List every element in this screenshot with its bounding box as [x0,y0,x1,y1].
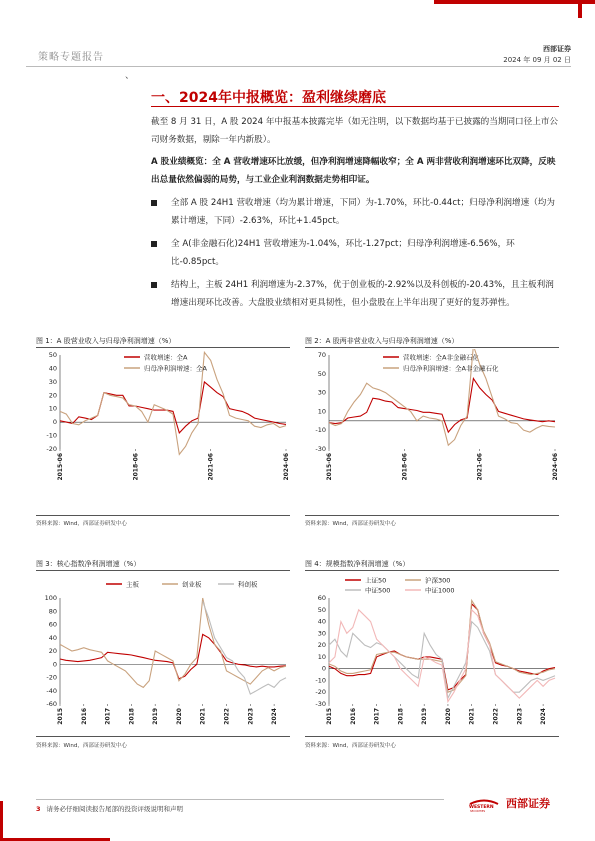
bullet-text: 结构上，主板 24H1 利润增速为-2.37%，优于创业板的-2.92%以及科创板的-20.43%，且主板利润增速出现环比改善。大盘股业绩相对更具韧性，但小盘股在上半年出现了更好的复苏弹性。 [171,280,554,308]
footer-disclaimer: 请务必仔细阅读报告尾部的投资评级说明和声明 [46,805,184,813]
x-tick-label: 2023 [516,708,524,725]
x-tick-label: 2015 [326,708,333,725]
y-tick-label: -10 [46,431,57,440]
intro-paragraph: 截至 8 月 31 日，A 股 2024 年中报基本披露完毕（如无注明，以下数据均基于已披露的当期同口径上市公司财务数据，剔除一年内新股）。 [151,117,559,145]
logo-text: WESTERN [469,805,494,810]
figure-2-bottom-rule [305,515,559,516]
y-tick-label: 50 [317,369,326,378]
stray-mark: 、 [125,71,135,81]
y-tick-label: 20 [48,647,57,655]
figure-2-rule [305,347,559,348]
footer-divider [36,799,444,800]
y-tick-label: 10 [317,652,326,661]
logo-subtext: SECURITIES [470,810,486,813]
y-tick-label: 10 [317,407,326,416]
x-tick-label: 2024-06 [552,453,559,481]
overview-paragraph: A 股业绩概览：全 A 营收增速环比放缓，但净利润增速降幅收窄；全 A 两非营收利润增速环比双降，反映出总量依然偏弱的局势，与工业企业利润数据走势相印证。 [151,157,556,185]
top-accent-bar-vertical [578,0,582,18]
y-tick-label: 10 [48,404,57,413]
y-tick-label: 50 [317,605,326,614]
x-tick-label: 2016 [349,708,357,725]
x-tick-label: 2017 [373,708,381,725]
x-tick-label: 2021-06 [476,453,484,481]
x-tick-label: 2024-06 [283,453,290,481]
series-line [60,382,286,433]
legend-label: 中证1000 [425,586,455,595]
legend-label: 中证500 [365,586,391,595]
y-tick-label: -30 [315,700,326,708]
x-tick-label: 2018-06 [401,453,409,481]
series-line [60,634,286,678]
x-tick-label: 2018-06 [132,453,140,481]
figure-4-source: 资料来源：Wind，西部证券研发中心 [305,743,396,749]
series-line [60,598,286,687]
x-tick-label: 2021-06 [207,453,215,481]
series-line [329,610,555,702]
legend-label: 归母净利润增速：全A非金融石化 [403,364,499,373]
footer [36,804,183,813]
legend-label: 创业板 [182,580,202,589]
y-tick-label: -10 [315,676,326,685]
logo-arc-icon [470,801,498,805]
bullet-item [151,276,561,312]
y-tick-label: -10 [315,426,326,435]
footer-brand: 西部证券 [506,797,550,810]
bullet-item [151,235,561,271]
figure-1-rule [36,347,290,348]
legend-label: 主板 [126,580,139,589]
x-tick-label: 2017 [104,708,112,725]
x-tick-label: 2018 [397,708,405,725]
bullet-square-icon [151,282,157,288]
x-tick-label: 2023 [247,708,255,725]
y-tick-label: -40 [46,686,57,695]
series-line [329,622,555,699]
header-divider [26,66,571,67]
x-tick-label: 2020 [444,708,452,725]
x-tick-label: 2015 [57,708,64,725]
legend-label: 上证50 [365,576,387,585]
header-brand: 西部证券 [543,45,571,53]
bullet-square-icon [151,241,157,247]
figure-1-chart [36,349,290,514]
figure-2-chart [305,349,559,514]
figure-3-chart [36,572,290,734]
y-tick-label: -30 [315,445,326,453]
y-tick-label: -20 [315,688,326,697]
series-line [329,349,555,445]
figure-1-source: 资料来源：Wind，西部证券研发中心 [36,521,127,527]
legend-label: 营收增速：全A非金融石化 [403,353,479,362]
figure-4-chart [305,572,559,734]
x-tick-label: 2021 [468,708,476,725]
page-number: 3 [36,805,41,813]
legend-label: 归母净利润增速：全A [144,364,207,373]
x-tick-label: 2021 [199,708,207,725]
x-tick-label: 2022 [223,708,231,725]
y-tick-label: -60 [46,700,57,708]
figure-3-rule [36,570,290,571]
y-tick-label: 30 [317,388,326,397]
figure-3-title: 图 3：核心指数净利润增速（%） [36,560,141,568]
top-accent-bar [434,0,595,4]
y-tick-label: 0 [321,664,326,673]
x-tick-label: 2020 [175,708,183,725]
figure-3-source: 资料来源：Wind，西部证券研发中心 [36,743,127,749]
bullet-text: 全部 A 股 24H1 营收增速（均为累计增速，下同）为-1.70%，环比-0.44ct；归母净利润增速（均为累计增速，下同）-2.63%，环比+1.45pct。 [171,198,555,226]
y-tick-label: 70 [317,351,326,359]
figure-2-source: 资料来源：Wind，西部证券研发中心 [305,521,396,527]
y-tick-label: 60 [317,594,326,602]
x-tick-label: 2015-06 [326,453,333,481]
figure-4-title: 图 4：规模指数净利润增速（%） [305,560,410,568]
legend-label: 营收增速：全A [144,353,188,362]
bullet-item [151,194,561,230]
x-tick-label: 2022 [492,708,500,725]
y-tick-label: 30 [317,629,326,638]
header-date: 2024 年 09 月 02 日 [503,56,571,64]
y-tick-label: 60 [48,620,57,629]
section-title-rule [151,106,559,107]
y-tick-label: 20 [48,391,57,400]
y-tick-label: 40 [48,364,57,373]
x-tick-label: 2019 [421,708,429,725]
figure-1-bottom-rule [36,515,290,516]
figure-4-rule [305,570,559,571]
x-tick-label: 2015-06 [57,453,64,481]
x-tick-label: 2024 [271,708,279,725]
x-tick-label: 2016 [80,708,88,725]
y-tick-label: 30 [48,377,57,386]
x-tick-label: 2019 [152,708,160,725]
bullet-text: 全 A(非金融石化)24H1 营收增速为-1.04%，环比-1.27pct；归母净利润增速-6.56%，环比-0.85pct。 [171,239,515,267]
y-tick-label: 0 [52,418,57,427]
figure-2-title: 图 2：A 股两非营业收入与归母净利润增速（%） [305,337,459,345]
y-tick-label: 100 [44,594,57,602]
y-tick-label: -20 [46,673,57,682]
corner-accent [0,801,12,841]
y-tick-label: 0 [52,660,57,669]
figure-3-bottom-rule [36,736,290,737]
bullet-square-icon [151,200,157,206]
y-tick-label: 80 [48,607,57,616]
y-tick-label: -20 [46,445,57,453]
legend-label: 沪深300 [425,576,451,585]
report-type: 策略专题报告 [38,52,104,63]
y-tick-label: 50 [48,351,57,359]
series-line [329,604,555,690]
x-tick-label: 2024 [540,708,548,725]
y-tick-label: 40 [317,617,326,626]
y-tick-label: 40 [48,633,57,642]
y-tick-label: 20 [317,641,326,650]
figure-1-title: 图 1：A 股营业收入与归母净利润增速（%） [36,337,176,345]
series-line [329,379,555,433]
legend-label: 科创板 [238,580,258,589]
x-tick-label: 2018 [128,708,136,725]
figure-4-bottom-rule [305,736,559,737]
section-title: 一、2024年中报概览：盈利继续磨底 [151,90,386,106]
